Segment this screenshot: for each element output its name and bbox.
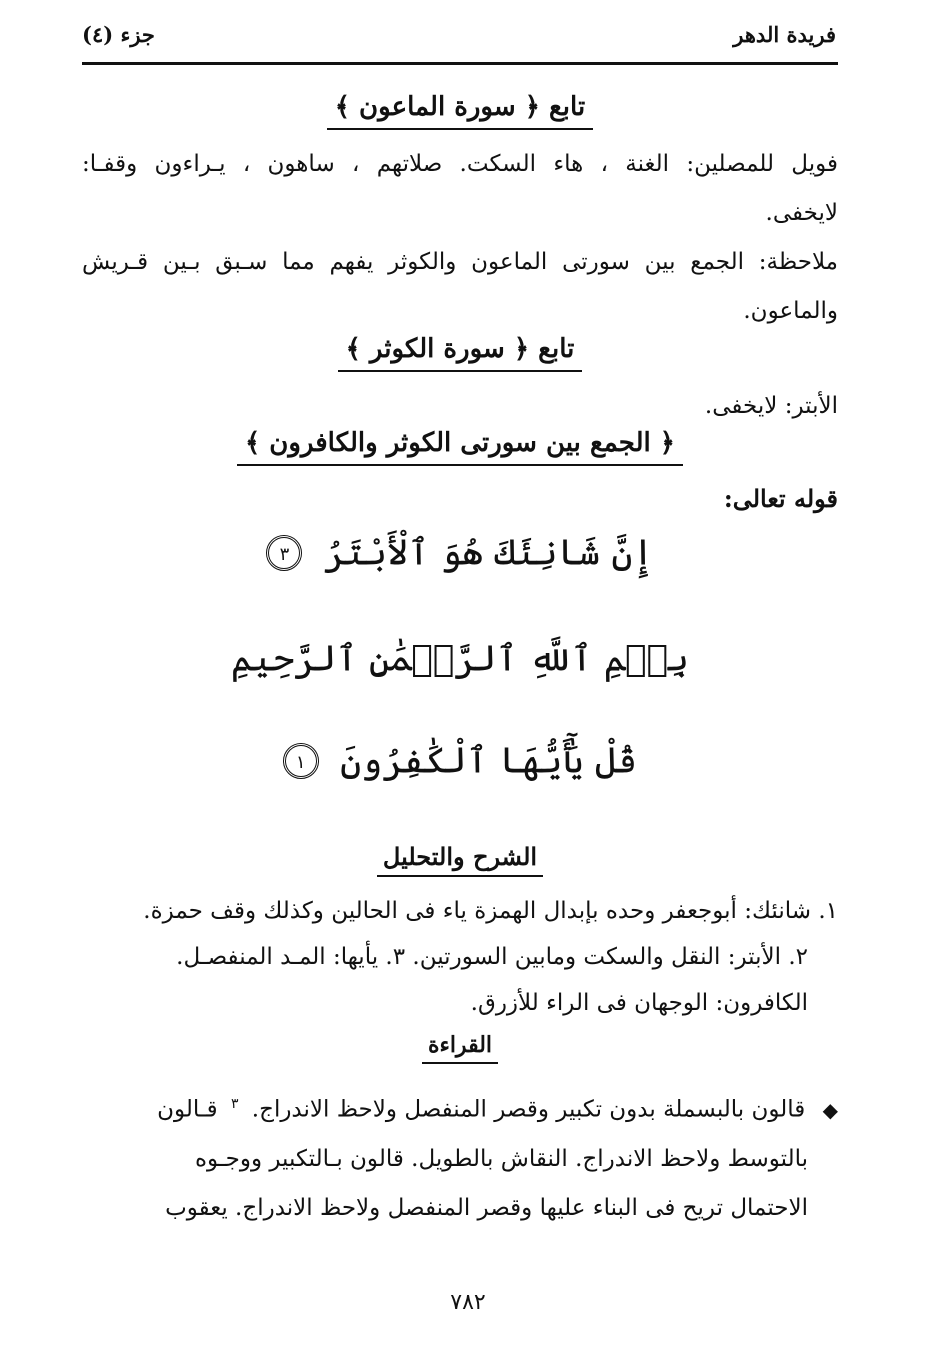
section-title-kawthar: تابع ﴿ سورة الكوثر ﴾ [338, 334, 583, 372]
section-heading-maoon [82, 92, 838, 130]
commentary-paragraph [82, 888, 838, 1026]
quran-verse [82, 738, 838, 782]
diamond-bullet-icon: ◆ [822, 1097, 838, 1122]
section-heading-join [82, 428, 838, 466]
text-line: ١. شانئك: أبوجعفر وحده بإبدال الهمزة ياء فى الحالين وكذلك وقف حمزة. [143, 898, 838, 924]
text-line: ٢. الأبتر: النقل والسكت ومابين السورتين. ٣. يأيها: المـد المنفصـل. [176, 944, 808, 970]
text-line [82, 1080, 838, 1135]
text-line: الأبتر: لايخفى. [704, 393, 838, 419]
reading-heading [82, 1032, 838, 1064]
text-line: بالتوسط ولاحظ الاندراج. النقاش بالطويل. قالون بـالتكبير ووجـوه [194, 1145, 808, 1172]
paragraph-kawthar [82, 382, 838, 431]
reading-line-part: قـالون [157, 1096, 218, 1123]
reading-line-part: قالون بالبسملة بدون تكبير وقصر المنفصل ولاحظ الاندراج. [251, 1096, 806, 1123]
basmala-text: بِسۡمِ ٱللَّهِ ٱلرَّحۡمَٰنِ ٱلرَّحِيمِ [230, 638, 690, 680]
header-rule [82, 62, 838, 65]
verse-text: إِنَّ شَانِئَكَ هُوَ ٱلْأَبْتَرُ [323, 532, 654, 574]
ayah-number-mark: ٣ [266, 535, 302, 571]
basmala [82, 636, 838, 680]
verse-intro: قوله تعالى: [723, 484, 838, 513]
quran-verse [82, 530, 838, 574]
text-line: الكافرون: الوجهان فى الراء للأزرق. [470, 990, 808, 1016]
verse-text: قُلْ يَٰٓأَيُّهَا ٱلْكَٰفِرُونَ [340, 740, 638, 782]
text-line: ملاحظة: الجمع بين سورتى الماعون والكوثر يفهم مما سـبق بـين قـريش [82, 249, 838, 275]
text-line: لايخفى. [765, 200, 838, 226]
reading-title: القراءة [422, 1032, 498, 1064]
commentary-heading [82, 842, 838, 877]
part-label: جزء (٤) [82, 22, 155, 47]
ayah-number-mark: ١ [283, 743, 319, 779]
section-title-join: ﴿ الجمع بين سورتى الكوثر والكافرون ﴾ [237, 428, 683, 466]
text-line: الاحتمال تريح فى البناء عليها وقصر المنفصل ولاحظ الاندراج. يعقوب [165, 1194, 808, 1221]
commentary-title: الشرح والتحليل [377, 842, 543, 877]
paragraph-maoon [82, 140, 838, 336]
page-number: ٧٨٢ [450, 1290, 486, 1315]
text-line: فويل للمصلين: الغنة ، هاء السكت. صلاتهم ، ساهون ، يـراءون وقفـا: [82, 151, 838, 177]
running-title: فريدة الدهر [733, 22, 836, 47]
text-line: والماعون. [743, 298, 838, 324]
footnote-marker: ٣ [230, 1096, 239, 1112]
section-title-maoon: تابع ﴿ سورة الماعون ﴾ [327, 92, 593, 130]
reading-paragraph [82, 1080, 838, 1233]
section-heading-kawthar [82, 334, 838, 372]
